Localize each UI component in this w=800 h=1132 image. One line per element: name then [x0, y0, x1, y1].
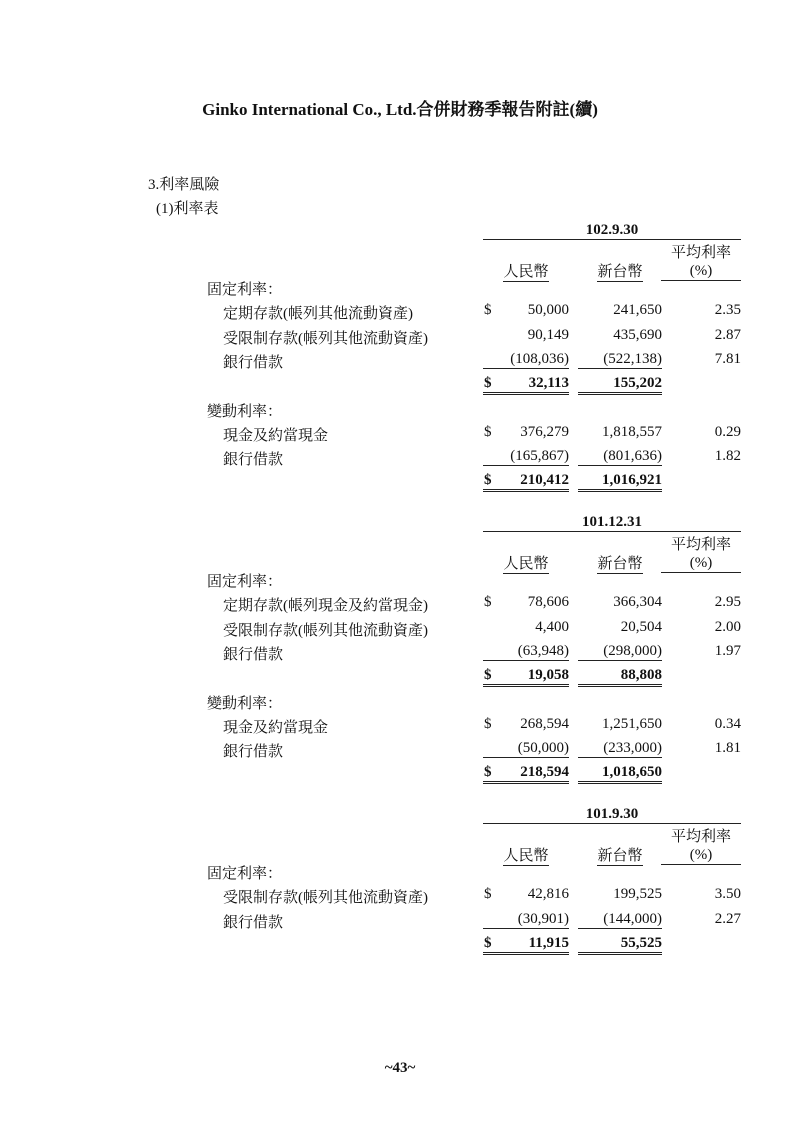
dollar-sign: $: [484, 423, 492, 440]
twd-value: 366,304: [613, 594, 662, 611]
row-label: 受限制存款(帳列其他流動資產): [223, 330, 428, 347]
dollar-sign: $: [484, 715, 492, 732]
avg-rate-value: 1.82: [714, 448, 741, 465]
rmb-total: 11,915: [483, 935, 569, 955]
rmb-header: 人民幣: [503, 264, 549, 280]
avg-rate-value: 1.97: [714, 642, 741, 659]
twd-header: 新台幣: [597, 264, 643, 280]
twd-value: 435,690: [613, 326, 662, 343]
avg-rate-header-line2: (%): [661, 846, 741, 865]
row-label: 定期存款(帳列現金及約當現金): [223, 598, 428, 615]
avg-rate-value: 2.00: [714, 618, 741, 635]
avg-rate-value: 0.29: [714, 423, 741, 440]
avg-rate-header: [661, 828, 741, 865]
table-date: 101.12.31: [582, 514, 642, 530]
row-label: 銀行借款: [223, 646, 284, 663]
row-label: 受限制存款(帳列其他流動資產): [223, 890, 428, 907]
twd-value: (801,636): [578, 448, 662, 466]
total-dollar-sign: $: [484, 764, 492, 781]
rmb-value: 78,606: [527, 594, 569, 611]
avg-rate-value: 3.50: [714, 886, 741, 903]
twd-value: (233,000): [578, 740, 662, 758]
page-title: Ginko International Co., Ltd.合併財務季報告附註(續): [202, 100, 598, 119]
section-heading: 3.利率風險: [148, 177, 220, 193]
dollar-sign: $: [484, 302, 492, 319]
row-label: 現金及約當現金: [223, 427, 329, 444]
rmb-total: 19,058: [483, 667, 569, 687]
group-label: 固定利率：: [207, 574, 283, 590]
avg-rate-header: [661, 244, 741, 281]
twd-value: 241,650: [613, 302, 662, 319]
rmb-value: 42,816: [527, 886, 569, 903]
dollar-sign: $: [484, 886, 492, 903]
twd-value: 1,818,557: [602, 423, 662, 440]
group-label: 固定利率：: [207, 866, 283, 882]
avg-rate-header: [661, 536, 741, 573]
twd-total: 88,808: [578, 667, 662, 687]
group-label: 固定利率：: [207, 282, 283, 298]
row-label: 受限制存款(帳列其他流動資產): [223, 622, 428, 639]
twd-header: 新台幣: [597, 556, 643, 572]
total-dollar-sign: $: [484, 667, 492, 684]
rmb-value: (30,901): [483, 911, 569, 929]
avg-rate-header-line2: (%): [661, 554, 741, 573]
rmb-header: 人民幣: [503, 848, 549, 864]
rmb-total: 32,113: [483, 375, 569, 395]
row-label: 現金及約當現金: [223, 719, 329, 736]
row-label: 銀行借款: [223, 914, 284, 931]
twd-value: (144,000): [578, 911, 662, 929]
group-label: 變動利率：: [207, 695, 283, 712]
twd-total: 55,525: [578, 935, 662, 955]
rmb-header: 人民幣: [503, 556, 549, 572]
twd-header: 新台幣: [597, 848, 643, 864]
twd-value: 20,504: [620, 618, 662, 635]
twd-total: 1,018,650: [578, 764, 662, 784]
avg-rate-header-line2: (%): [661, 262, 741, 281]
twd-value: 199,525: [613, 886, 662, 903]
table-date: 102.9.30: [585, 222, 639, 238]
row-label: 銀行借款: [223, 354, 284, 371]
total-dollar-sign: $: [484, 472, 492, 489]
avg-rate-value: 2.27: [714, 910, 741, 927]
total-dollar-sign: $: [484, 375, 492, 392]
rmb-value: 50,000: [527, 302, 569, 319]
row-label: 定期存款(帳列其他流動資產): [223, 306, 413, 323]
date-rule: [483, 239, 741, 240]
date-rule: [483, 823, 741, 824]
twd-value: (298,000): [578, 643, 662, 661]
avg-rate-header-line1: 平均利率: [670, 245, 731, 261]
dollar-sign: $: [484, 594, 492, 611]
avg-rate-value: 2.87: [714, 326, 741, 343]
avg-rate-value: 2.95: [714, 594, 741, 611]
avg-rate-header-line1: 平均利率: [670, 537, 731, 553]
rmb-total: 210,412: [483, 472, 569, 492]
rmb-value: (108,036): [483, 351, 569, 369]
twd-total: 1,016,921: [578, 472, 662, 492]
rmb-value: 376,279: [520, 423, 569, 440]
rmb-value: (50,000): [483, 740, 569, 758]
twd-value: (522,138): [578, 351, 662, 369]
table-date: 101.9.30: [585, 806, 639, 822]
avg-rate-value: 2.35: [714, 302, 741, 319]
row-label: 銀行借款: [223, 744, 284, 761]
avg-rate-header-line1: 平均利率: [670, 829, 731, 845]
rmb-value: (63,948): [483, 643, 569, 661]
rmb-value: 4,400: [535, 618, 569, 635]
rmb-value: 90,149: [527, 326, 569, 343]
page-number: ~43~: [384, 1060, 416, 1076]
group-label: 變動利率：: [207, 403, 283, 420]
date-rule: [483, 531, 741, 532]
avg-rate-value: 0.34: [714, 715, 741, 732]
rmb-total: 218,594: [483, 764, 569, 784]
rmb-value: 268,594: [520, 715, 569, 732]
avg-rate-value: 7.81: [714, 350, 741, 367]
total-dollar-sign: $: [484, 934, 492, 951]
avg-rate-value: 1.81: [714, 740, 741, 757]
subsection-heading: (1)利率表: [156, 201, 219, 217]
rmb-value: (165,867): [483, 448, 569, 466]
row-label: 銀行借款: [223, 452, 284, 469]
twd-total: 155,202: [578, 375, 662, 395]
twd-value: 1,251,650: [602, 715, 662, 732]
